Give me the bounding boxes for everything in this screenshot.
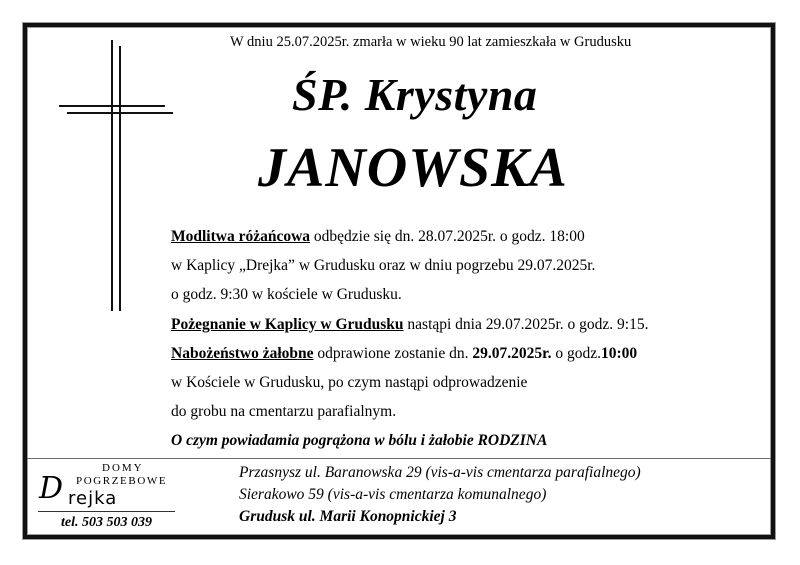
funeral-home-logo [36, 462, 181, 532]
farewell-text: nastąpi dnia 29.07.2025r. o godz. 9:15. [403, 315, 649, 333]
logo-name: rejka [68, 488, 118, 509]
death-announcement-line: W dniu 25.07.2025r. zmarła w wieku 90 lat zamieszkała w Grudusku [230, 34, 632, 50]
service-time: 10:00 [600, 344, 638, 362]
rosary-line-2: w Kaplicy „Drejka” w Grudusku oraz w dniu pogrzebu 29.07.2025r. [171, 257, 596, 275]
cross-horizontal-bar-top [59, 105, 165, 107]
deceased-surname: JANOWSKA [258, 137, 568, 199]
address-grudusk: Grudusk ul. Marii Konopnickiej 3 [239, 508, 457, 525]
funeral-home-addresses [239, 462, 641, 528]
address-przasnysz: Przasnysz ul. Baranowska 29 (vis-a-vis cmentarza parafialnego) [239, 464, 641, 481]
funeral-home-phone: tel. 503 503 039 [61, 515, 152, 530]
rosary-line-3: o godz. 9:30 w kościele w Grudusku. [171, 286, 402, 304]
family-closing: O czym powiadamia pogrążona w bólu i żałobie RODZINA [171, 432, 548, 450]
rosary-label: Modlitwa różańcowa [171, 228, 311, 245]
service-line-1 [171, 339, 649, 368]
logo-line-domy: DOMY [102, 462, 144, 474]
logo-underline [38, 511, 175, 512]
cross-vertical-bar-left [111, 40, 113, 311]
logo-initial-d-icon: D [39, 471, 64, 506]
footer-divider [27, 458, 771, 459]
rosary-text: odbędzie się dn. 28.07.2025r. o godz. 18:00 [310, 228, 585, 245]
cross-horizontal-bar-bottom [67, 112, 173, 114]
deceased-first-name: ŚP. Krystyna [292, 69, 538, 120]
ceremony-details [171, 222, 649, 456]
cross-vertical-bar-right [119, 46, 121, 311]
service-time-label: o godz. [551, 344, 601, 362]
address-sierakowo: Sierakowo 59 (vis-a-vis cmentarza komunalnego) [239, 486, 547, 503]
service-text: odprawione zostanie dn. [313, 344, 473, 362]
service-label: Nabożeństwo żałobne [171, 344, 314, 362]
farewell-line [171, 310, 649, 339]
service-date: 29.07.2025r. [472, 344, 552, 362]
logo-line-pogrzebowe: POGRZEBOWE [76, 475, 168, 487]
rosary-line-1 [171, 222, 649, 251]
farewell-label: Pożegnanie w Kaplicy w Grudusku [171, 315, 404, 333]
service-line-3: do grobu na cmentarzu parafialnym. [171, 403, 397, 421]
service-line-2: w Kościele w Grudusku, po czym nastąpi odprowadzenie [171, 373, 528, 391]
